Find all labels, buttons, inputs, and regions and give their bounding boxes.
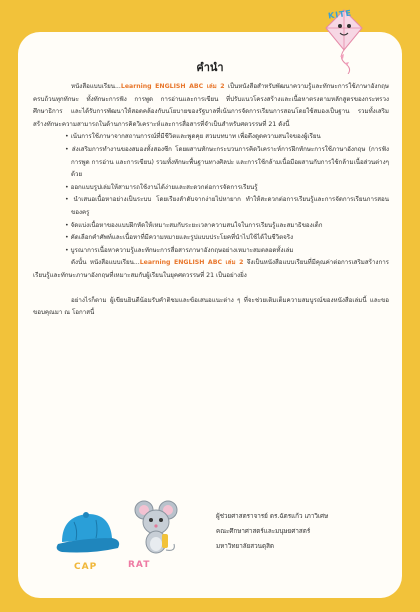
intro-text: เป็นหนังสือสำหรับพัฒนาความรู้และทักษะการใช้ภาษาอังกฤษ ครบถ้วนทุกทักษะ ทั้งทักษะการฟัง การพูด การอ่านและการเขียน ที่ปรับแนวโครงสร้างและเนื้อหาตรงตามหลักสูตรของกระทรวงศึกษาธิการ และได้รับการพัฒนาให้สอดคล้องกับนโยบายของรัฐบาลที่เน้นการจัดการเรียนการสอนโดยใช้สมองเป็นฐาน รวมทั้งเสริมสร้างทักษะความสามารถในด้านการคิดวิเคราะห์และการสื่อสารที่จำเป็นสำหรับศตวรรษที่ 21 ดังนี้ <box>33 83 390 128</box>
feature-bullet: • ส่งเสริมการทำงานของสมองทั้งสองซีก โดยผสานทักษะกระบวนการคิดวิเคราะห์การฝึกทักษะการใช้ภาษาอังกฤษ (การฟัง การพูด การอ่าน และการเขียน) รวมทั้งทักษะพื้นฐานทางศิลปะ และการใช้กล้ามเนื้อมือผสานกับการใช้กล้ามเนื้อส่วนต่างๆ ด้วย <box>33 144 389 182</box>
feature-bullet: • บูรณาการเนื้อหาความรู้และทักษะการสื่อสารภาษาอังกฤษอย่างเหมาะสมตลอดทั้งเล่ม <box>33 245 389 258</box>
author-university: มหาวิทยาลัยสวนดุสิต <box>216 543 275 550</box>
book-title: Learning ENGLISH ABC เล่ม 2 <box>120 83 225 90</box>
page-title: คำนำ <box>196 61 224 74</box>
intro-lead: หนังสือแบบเรียน... <box>71 83 121 90</box>
kite-label: KITE <box>327 8 353 21</box>
feature-bullet: • จัดแบ่งเนื้อหาของแบบฝึกหัดให้เหมาะสมกับระยะเวลาความสนใจในการเรียนรู้และสมาธิของเด็ก <box>33 220 389 233</box>
cap-illustration <box>52 508 124 560</box>
closing-paragraph: อย่างไรก็ตาม ผู้เขียนยินดีน้อมรับคำติชมและข้อเสนอแนะต่าง ๆ ที่จะช่วยเติมเต็มความสมบูรณ์ของหนังสือเล่มนี้ และขอขอบคุณมา ณ โอกาสนี้ <box>33 296 389 317</box>
author-faculty: คณะศึกษาศาสตร์และมนุษยศาสตร์ <box>216 528 311 535</box>
rat-label: RAT <box>128 560 151 570</box>
intro-paragraph <box>33 81 389 131</box>
rat-illustration <box>132 498 180 558</box>
spacer <box>33 283 389 295</box>
feature-bullet: • นำเสนอเนื้อหาอย่างเป็นระบบ โดยเรียงลำดับจากง่ายไปหายาก ทำให้สะดวกต่อการเรียนรู้และการจัดการเรียนการสอนของครู <box>33 194 389 219</box>
cap-label: CAP <box>74 562 98 572</box>
author-signature <box>216 509 396 554</box>
preface-body <box>33 81 389 320</box>
conclusion-paragraph <box>33 257 389 282</box>
feature-bullet: • เน้นการใช้ภาษาจากสถานการณ์ที่มีชีวิตและพูดคุย สวมบทบาท เพื่อดึงดูดความสนใจของผู้เรียน <box>33 131 389 144</box>
feature-bullet: • คัดเลือกคำศัพท์และเนื้อหาที่มีความหมายและรูปแบบประโยคที่นำไปใช้ได้ในชีวิตจริง <box>33 232 389 245</box>
author-name: ผู้ช่วยศาสตราจารย์ ดร.ฉัตรแก้ว เภาวิเศษ <box>216 513 329 520</box>
feature-bullet: • ออกแบบรูปเล่มให้สามารถใช้งานได้ง่ายและสะดวกต่อการจัดการเรียนรู้ <box>33 182 389 195</box>
conclusion-lead: ดังนั้น หนังสือแบบเรียน... <box>71 259 140 267</box>
conclusion-text: จึงเป็นหนังสือแบบเรียนที่มีคุณค่าต่อการเสริมสร้างการเรียนรู้และทักษะภาษาอังกฤษที่เหมาะสมกับผู้เรียนในยุคศตวรรษที่ 21 เป็นอย่างยิ่ง <box>33 259 389 279</box>
book-title: Learning ENGLISH ABC เล่ม 2 <box>139 259 244 267</box>
